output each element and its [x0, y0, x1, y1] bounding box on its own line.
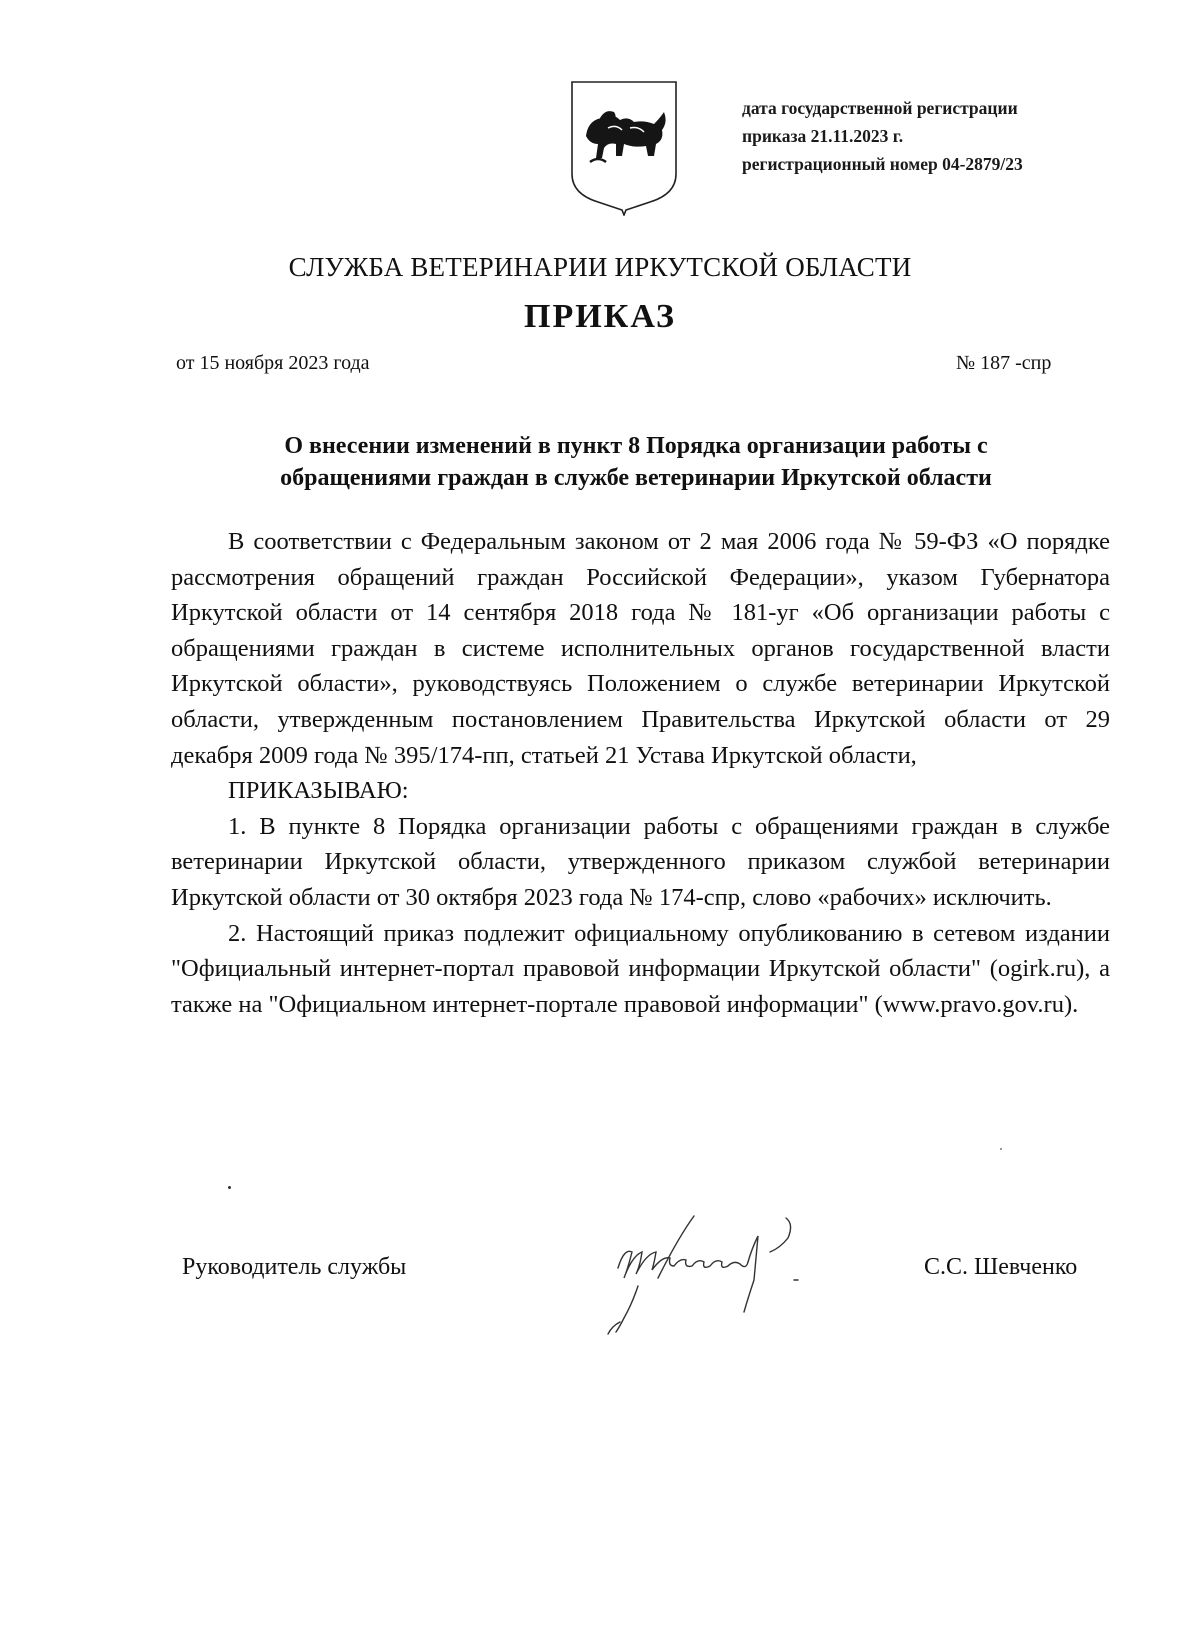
preamble-paragraph: В соответствии с Федеральным законом от 2 мая 2006 года № 59-ФЗ «О порядке рассмотрения обращений граждан Российской Федерации», указом Губернатора Иркутской области от 14 сентября 2018 года № 181-уг «Об организации работы с обращениями граждан в системе исполнительных органов государственной власти Иркутской области», руководствуясь Положением о службе ветеринарии Иркутской области, утвержденным постановлением Правительства Иркутской области от 29 декабря 2009 года № 395/174-пп, статьей 21 Устава Иркутской области,: [171, 528, 1110, 769]
document-type: ПРИКАЗ: [524, 298, 676, 335]
registration-line-1: [742, 94, 1112, 122]
handwritten-signature-icon: [598, 1208, 848, 1338]
title-line-1: О внесении изменений в пункт 8 Порядка организации работы с: [284, 433, 988, 459]
irkutsk-coat-of-arms-icon: [568, 78, 680, 216]
document-number: № 187 -спр: [956, 352, 1052, 374]
registration-line-2: приказа 21.11.2023 г.: [742, 126, 904, 146]
order-word: ПРИКАЗЫВАЮ:: [228, 777, 409, 805]
document-title: [170, 430, 1102, 494]
agency-name: СЛУЖБА ВЕТЕРИНАРИИ ИРКУТСКОЙ ОБЛАСТИ: [288, 252, 912, 282]
scan-speck: [1000, 1148, 1002, 1150]
document-date: от 15 ноября 2023 года: [176, 352, 370, 374]
registration-line-3: регистрационный номер 04-2879/23: [742, 154, 1023, 174]
registration-block: [742, 94, 1112, 178]
document-body: [171, 524, 1110, 1022]
signatory-role: Руководитель службы: [182, 1254, 407, 1280]
title-line-2: обращениями граждан в службе ветеринарии Иркутской области: [280, 465, 992, 491]
scan-speck: [228, 1186, 231, 1189]
registration-line-1-text: дата государственной регистрации: [742, 98, 1018, 118]
signatory-name: С.С. Шевченко: [924, 1254, 1078, 1280]
order-item-1: 1. В пункте 8 Порядка организации работы с обращениями граждан в службе ветеринарии Иркутской области, утвержденного приказом службой ветеринарии Иркутской области от 30 октября 2023 года № 174-спр, слово «рабочих» исключить.: [171, 812, 1110, 911]
order-item-2: 2. Настоящий приказ подлежит официальному опубликованию в сетевом издании "Официальный интернет-портал правовой информации Иркутской области" (ogirk.ru), а также на "Официальном интернет-портале правовой информации" (www.pravo.gov.ru).: [171, 919, 1110, 1018]
